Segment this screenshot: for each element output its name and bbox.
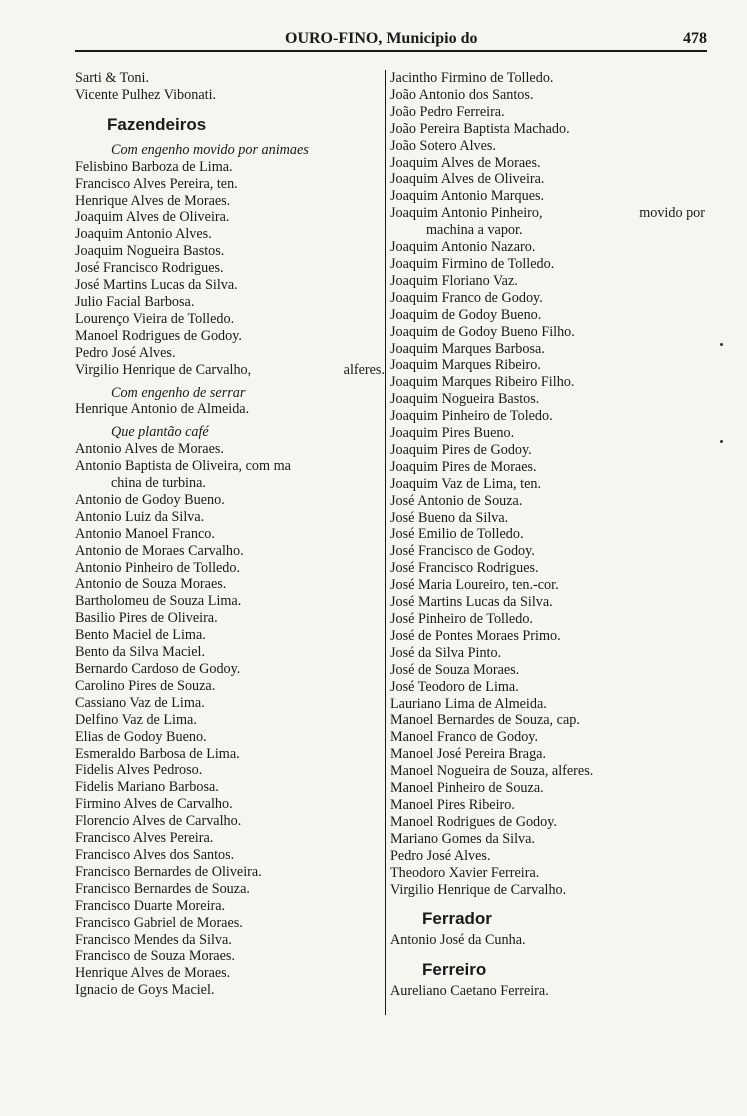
page-number: 478 (683, 30, 707, 47)
list-item: Bernardo Cardoso de Godoy. (75, 661, 241, 677)
subheading: Com engenho movido por animaes (111, 141, 309, 158)
section-heading: Ferrador (422, 909, 492, 929)
list-item: Pedro José Alves. (390, 847, 491, 864)
list-item: João Pereira Baptista Machado. (390, 120, 570, 137)
list-item: José Bueno da Silva. (390, 509, 509, 526)
list-item: Francisco de Souza Moraes. (75, 948, 235, 965)
list-item: Manoel José Pereira Braga. (390, 746, 547, 763)
list-item: Pedro José Alves. (75, 344, 176, 361)
list-item: Esmeraldo Barbosa de Lima. (75, 745, 240, 762)
entry-title: alferes. (343, 361, 385, 378)
list-item: Antonio Manoel Franco. (75, 525, 215, 542)
list-item: Francisco Alves Pereira, ten. (75, 175, 238, 192)
list-item: Francisco Alves Pereira. (75, 830, 214, 847)
list-item: Joaquim de Godoy Bueno Filho. (390, 323, 575, 340)
list-item: Lauriano Lima de Almeida. (390, 695, 547, 712)
page-header (75, 28, 707, 52)
list-item: João Sotero Alves. (390, 137, 497, 154)
entry-list-right-b (390, 239, 705, 898)
list-item: Fidelis Alves Pedroso. (75, 762, 203, 779)
list-item: Joaquim Alves de Oliveira. (75, 209, 230, 226)
list-item: Fidelis Mariano Barbosa. (75, 779, 219, 796)
list-item: Joaquim Antonio Alves. (75, 226, 212, 243)
list-item: Antonio Luiz da Silva. (75, 508, 205, 525)
list-item: Virgilio Henrique de Carvalho. (390, 881, 567, 898)
list-item: Ignacio de Goys Maciel. (75, 982, 215, 999)
list-item: José Francisco Rodrigues. (390, 560, 539, 577)
subheading: Que plantão café (111, 424, 209, 441)
list-item: Joaquim Franco de Godoy. (390, 289, 543, 306)
list-item: Manoel Rodrigues de Godoy. (75, 327, 242, 344)
list-item: Antonio Pinheiro de Tolledo. (75, 559, 241, 576)
list-item: Joaquim Nogueira Bastos. (75, 243, 225, 260)
list-item: João Pedro Ferreira. (390, 103, 505, 120)
left-column (75, 70, 385, 999)
list-item: Antonio de Moraes Carvalho. (75, 542, 244, 559)
list-item: José Antonio de Souza. (390, 492, 523, 509)
running-title: OURO-FINO, Municipio do (285, 30, 478, 47)
entry-note: movido por (639, 205, 705, 222)
list-item: Francisco Mendes da Silva. (75, 931, 232, 948)
list-item: José Teodoro de Lima. (390, 678, 519, 695)
list-item: Joaquim de Godoy Bueno. (390, 306, 542, 323)
list-item: Joaquim Nogueira Bastos. (390, 391, 540, 408)
list-item: Basilio Pires de Oliveira. (75, 610, 218, 627)
list-item: Carolino Pires de Souza. (75, 677, 216, 694)
list-item: Manoel Nogueira de Souza, alferes. (390, 763, 594, 780)
list-item: Vicente Pulhez Vibonati. (75, 86, 217, 103)
list-item: José Francisco Rodrigues. (75, 260, 224, 277)
list-item: Joaquim Pinheiro de Toledo. (390, 408, 553, 425)
list-item: Felisbino Barboza de Lima. (75, 158, 233, 175)
list-item: José Martins Lucas da Silva. (75, 277, 238, 294)
section-heading: Ferreiro (422, 960, 487, 980)
entry-name: Joaquim Antonio Pinheiro, (390, 205, 543, 222)
list-item (75, 362, 385, 379)
list-item: Antonio Alves de Moraes. (75, 441, 224, 458)
list-item: Manoel Pires Ribeiro. (390, 796, 515, 813)
column-divider (385, 70, 386, 1015)
list-item: Joaquim Alves de Oliveira. (390, 171, 545, 188)
list-item: José Pinheiro de Tolledo. (390, 611, 533, 627)
list-item: Manoel Franco de Godoy. (390, 729, 539, 746)
list-item (390, 205, 705, 222)
list-item: Joaquim Firmino de Tolledo. (390, 255, 555, 272)
list-item: Aureliano Caetano Ferreira. (390, 983, 549, 1000)
list-item: José Emilio de Tolledo. (390, 526, 524, 543)
list-item: Francisco Duarte Moreira. (75, 897, 226, 914)
list-item: Joaquim Alves de Moraes. (390, 154, 541, 171)
list-item: Manoel Rodrigues de Godoy. (390, 813, 557, 830)
list-item: Jacintho Firmino de Tolledo. (390, 70, 554, 86)
list-item: Joaquim Antonio Marques. (390, 188, 545, 205)
list-item-continuation: machina a vapor. (426, 222, 523, 239)
list-item: Joaquim Vaz de Lima, ten. (390, 475, 542, 492)
list-item: João Antonio dos Santos. (390, 86, 534, 103)
entry-list-engenho-animaes (75, 159, 385, 362)
list-item: Henrique Antonio de Almeida. (75, 401, 250, 418)
section-heading-fazendeiros: Fazendeiros (107, 114, 207, 134)
list-item: Francisco Bernardes de Oliveira. (75, 863, 262, 880)
print-speck (720, 343, 723, 346)
list-item: Francisco Gabriel de Moraes. (75, 914, 243, 931)
list-item: Theodoro Xavier Ferreira. (390, 864, 540, 881)
list-item: Manoel Bernardes de Souza, cap. (390, 712, 580, 729)
list-item: Mariano Gomes da Silva. (390, 830, 535, 847)
list-item: Cassiano Vaz de Lima. (75, 694, 205, 711)
list-item: Florencio Alves de Carvalho. (75, 813, 242, 830)
list-item: Firmino Alves de Carvalho. (75, 796, 233, 813)
list-item: José da Silva Pinto. (390, 644, 502, 661)
list-item-continuation: china de turbina. (111, 475, 206, 492)
list-item: Delfino Vaz de Lima. (75, 711, 197, 728)
subheading: Com engenho de serrar (111, 384, 246, 401)
entry-list-right-a (390, 70, 705, 205)
list-item: José Francisco de Godoy. (390, 543, 535, 560)
list-item: Henrique Alves de Moraes. (75, 192, 231, 209)
list-item: Joaquim Marques Ribeiro. (390, 357, 541, 374)
list-item: Antonio de Godoy Bueno. (75, 491, 225, 508)
entry-name: Virgilio Henrique de Carvalho, (75, 361, 252, 378)
list-item: Manoel Pinheiro de Souza. (390, 780, 544, 797)
print-speck (720, 440, 723, 443)
list-item: Joaquim Antonio Nazaro. (390, 239, 536, 256)
list-item: Bartholomeu de Souza Lima. (75, 593, 242, 610)
list-item: Antonio Baptista de Oliveira, com ma (75, 458, 291, 475)
list-item: José Maria Loureiro, ten.-cor. (390, 577, 559, 594)
list-item: Joaquim Pires de Moraes. (390, 458, 537, 475)
list-item: Joaquim Pires Bueno. (390, 425, 515, 442)
list-item: Antonio de Souza Moraes. (75, 576, 227, 593)
list-item: Francisco Alves dos Santos. (75, 846, 235, 863)
list-item: Joaquim Pires de Godoy. (390, 441, 532, 458)
list-item: Joaquim Floriano Vaz. (390, 272, 518, 289)
list-item: José de Souza Moraes. (390, 661, 520, 678)
list-item: Francisco Bernardes de Souza. (75, 880, 250, 897)
list-item: Elias de Godoy Bueno. (75, 728, 207, 745)
list-item: Julio Facial Barbosa. (75, 293, 195, 310)
list-item: Lourenço Vieira de Tolledo. (75, 310, 235, 327)
list-item: Joaquim Marques Barbosa. (390, 340, 545, 357)
list-item: Bento Maciel de Lima. (75, 627, 206, 644)
list-item: José de Pontes Moraes Primo. (390, 627, 561, 644)
list-item: José Martins Lucas da Silva. (390, 594, 553, 611)
list-item: Sarti & Toni. (75, 70, 150, 86)
trade-sections (390, 908, 705, 1000)
list-item: Henrique Alves de Moraes. (75, 965, 231, 982)
list-item: Antonio José da Cunha. (390, 932, 526, 949)
entry-list-cafe (75, 492, 385, 999)
list-item: Bento da Silva Maciel. (75, 644, 206, 661)
right-column (390, 70, 705, 1000)
list-item: Joaquim Marques Ribeiro Filho. (390, 374, 575, 391)
